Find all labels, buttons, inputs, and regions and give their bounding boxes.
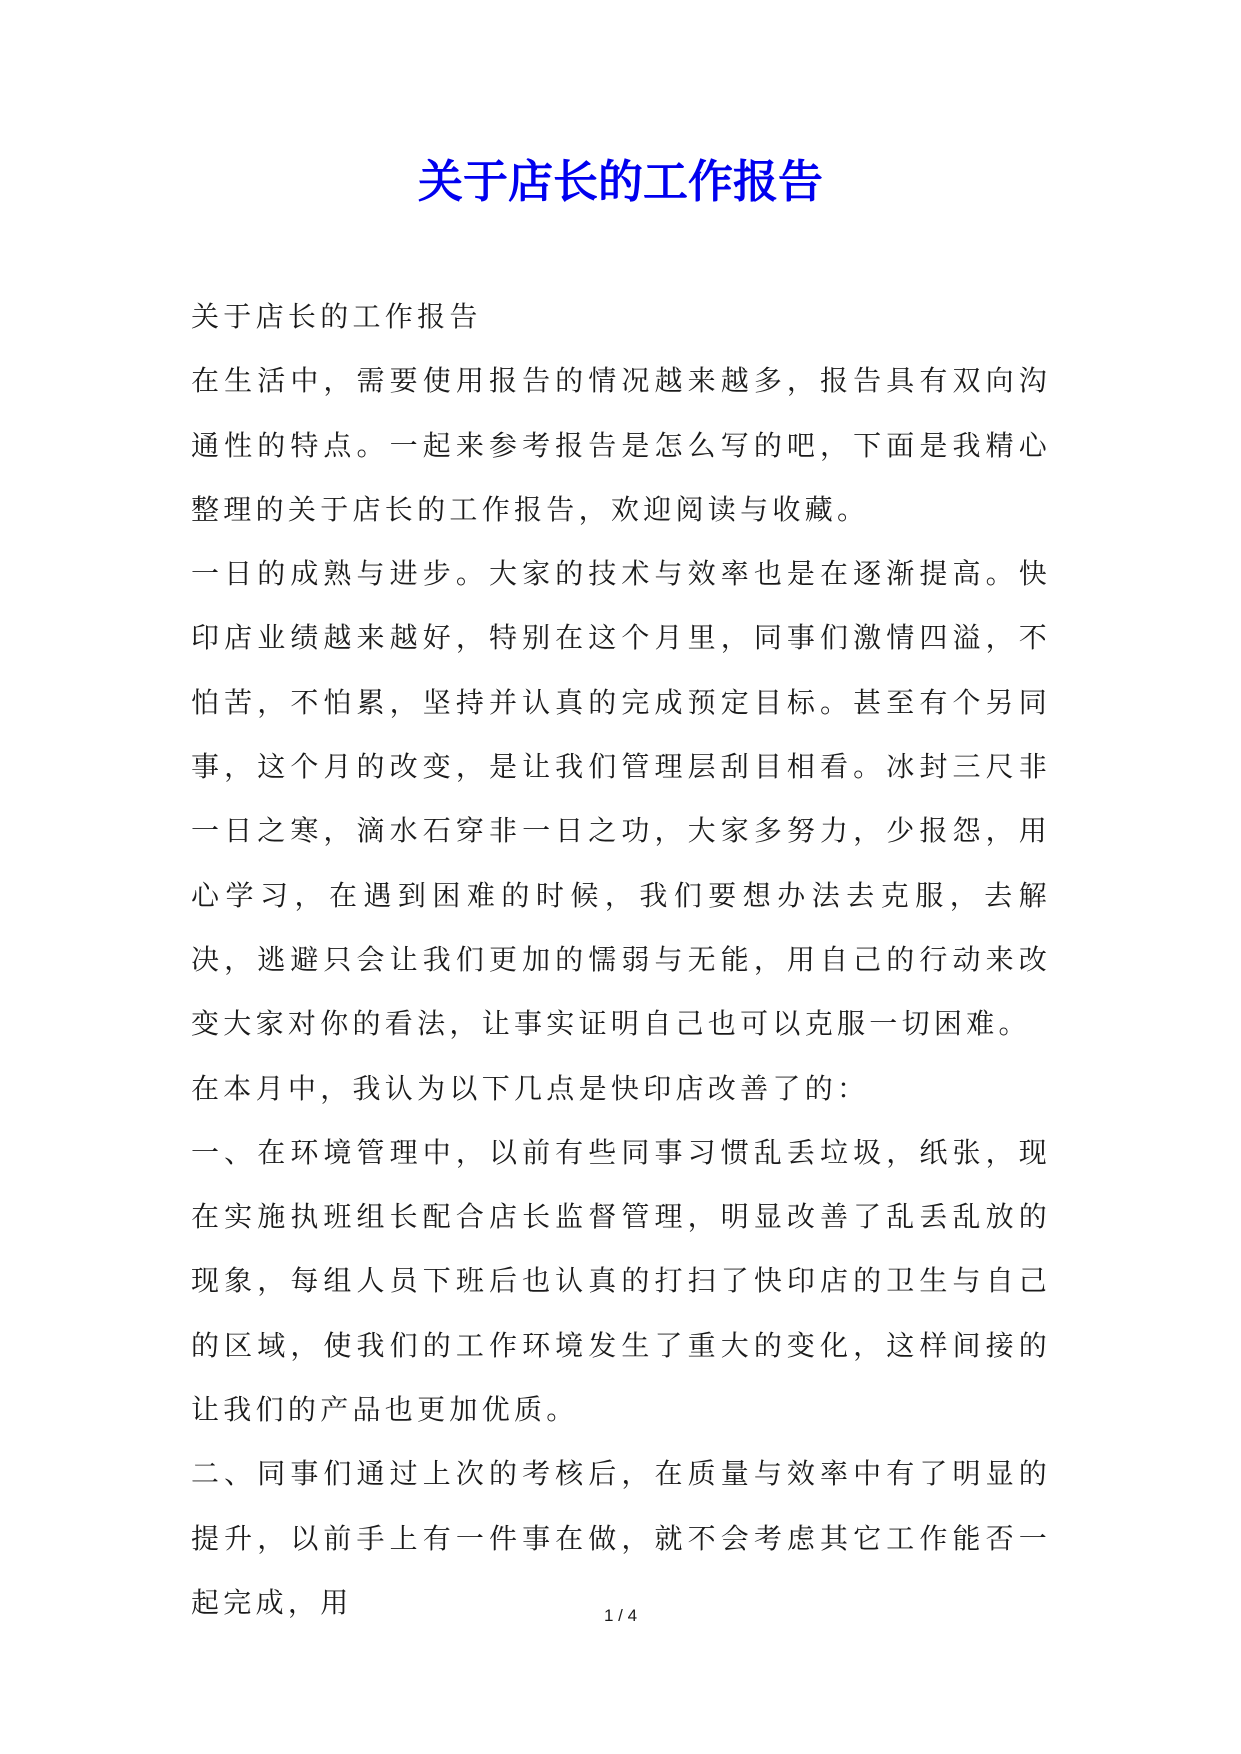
- paragraph-improvements-lead: 在本月中，我认为以下几点是快印店改善了的：: [191, 1071, 870, 1105]
- paragraph-intro: 在生活中，需要使用报告的情况越来越多，报告具有双向沟通性的特点。一起来参考报告是怎么写的吧，下面是我精心整理的关于店长的工作报告，欢迎阅读与收藏。: [191, 364, 1051, 526]
- paragraph-progress: 一日的成熟与进步。大家的技术与效率也是在逐渐提高。快印店业绩越来越好，特别在这个月里，同事们激情四溢，不怕苦，不怕累，坚持并认真的完成预定目标。甚至有个另同事，这个月的改变，是让我们管理层刮目相看。冰封三尺非一日之寒，滴水石穿非一日之功，大家多努力，少报怨，用心学习，在遇到困难的时候，我们要想办法去克服，去解决，逃避只会让我们更加的懦弱与无能，用自己的行动来改变大家对你的看法，让事实证明自己也可以克服一切困难。: [191, 557, 1051, 1041]
- document-body: [191, 285, 1051, 1635]
- document-title: 关于店长的工作报告: [417, 155, 823, 208]
- paragraph-point-two: 二、同事们通过上次的考核后，在质量与效率中有了明显的提升，以前手上有一件事在做，就不会考虑其它工作能否一起完成，用: [191, 1457, 1051, 1619]
- paragraph-point-one: 一、在环境管理中，以前有些同事习惯乱丢垃圾，纸张，现在实施执班组长配合店长监督管理，明显改善了乱丢乱放的现象，每组人员下班后也认真的打扫了快印店的卫生与自己的区域，使我们的工作环境发生了重大的变化，这样间接的让我们的产品也更加优质。: [191, 1135, 1051, 1427]
- paragraph-heading: 关于店长的工作报告: [191, 300, 482, 333]
- page-number: 1 / 4: [603, 1606, 638, 1625]
